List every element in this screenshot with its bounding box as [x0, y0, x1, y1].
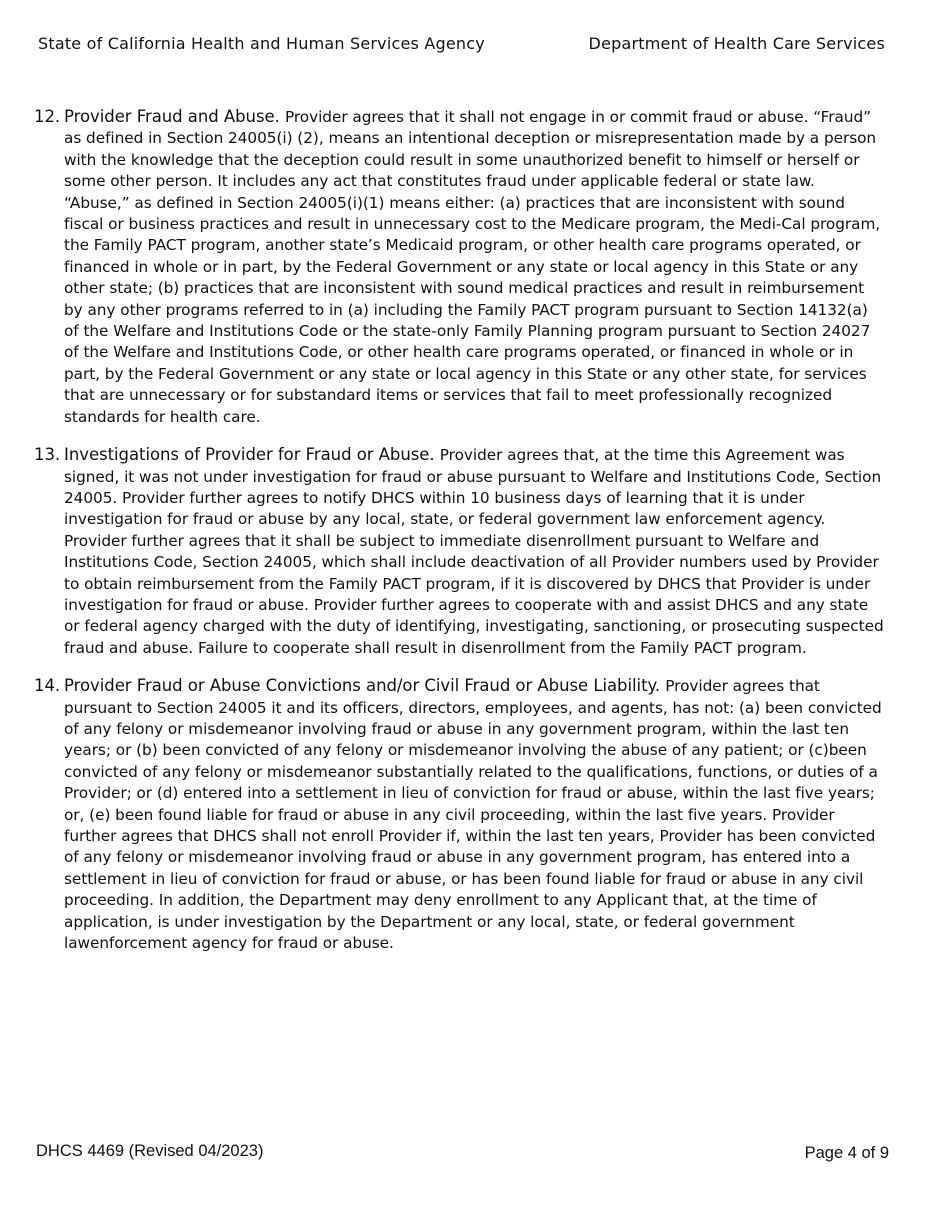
department-name: Department of Health Care Services: [588, 34, 885, 53]
document-body: [34, 106, 884, 970]
page-footer: [36, 1142, 889, 1166]
section-heading: Provider Fraud or Abuse Convictions and/or Civil Fraud or Abuse Liability.: [64, 676, 666, 696]
section-body: Provider agrees that it shall not engage in or commit fraud or abuse. “Fraud” as defined in Section 24005(i) (2), means an intentional deception or misrepresentation made by a person with the knowledge that the deception could result in some unauthorized benefit to himself or herself or some other person. It includes any act that constitutes fraud under applicable federal or state law. “Abuse,” as defined in Section 24005(i)(1) means either: (a) practices that are inconsistent with sound fiscal or business practices and result in unnecessary cost to the Medicare program, the Medi-Cal program, the Family PACT program, another state’s Medicaid program, or other health care programs operated, or financed in whole or in part, by the Federal Government or any state or local agency in this State or any other state; (b) practices that are inconsistent with sound medical practices and result in reimbursement by any other programs referred to in (a) including the Family PACT program pursuant to Section 14132(a) of the Welfare and Institutions Code or the state-only Family Planning program pursuant to Section 24027 of the Welfare and Institutions Code, or other health care programs operated, or financed in whole or in part, by the Federal Government or any state or local agency in this State or any other state, for services that are unnecessary or for substandard items or services that fail to meet professionally recognized standards for health care.: [64, 108, 881, 426]
section-heading: Investigations of Provider for Fraud or Abuse.: [64, 445, 440, 465]
section-number: 14.: [34, 676, 61, 696]
agency-name: State of California Health and Human Services Agency: [38, 34, 485, 53]
form-identifier: DHCS 4469 (Revised 04/2023): [36, 1142, 264, 1160]
section-convictions-and-liability: [34, 675, 884, 954]
section-heading: Provider Fraud and Abuse.: [64, 107, 285, 126]
section-investigations-of-provider: [34, 444, 884, 659]
page-number: Page 4 of 9: [804, 1144, 889, 1162]
section-number: 12.: [34, 107, 61, 126]
section-body: Provider agrees that, at the time this Agreement was signed, it was not under investigation for fraud or abuse pursuant to Welfare and Institutions Code, Section 24005. Provider further agrees to notify DHCS within 10 business days of learning that it is under investigation for fraud or abuse by any local, state, or federal government law enforcement agency. Provider further agrees that it shall be subject to immediate disenrollment pursuant to Welfare and Institutions Code, Section 24005, which shall include deactivation of all Provider numbers used by Provider to obtain reimbursement from the Family PACT program, if it is discovered by DHCS that Provider is under investigation for fraud or abuse. Provider further agrees to cooperate with and assist DHCS and any state or federal agency charged with the duty of identifying, investigating, sanctioning, or prosecuting suspected fraud and abuse. Failure to cooperate shall result in disenrollment from the Family PACT program.: [64, 446, 884, 657]
section-number: 13.: [34, 445, 61, 465]
page-header: [38, 34, 888, 58]
section-provider-fraud-and-abuse: [34, 106, 884, 428]
section-body: Provider agrees that pursuant to Section 24005 it and its officers, directors, employees, and agents, has not: (a) been convicted of any felony or misdemeanor involving fraud or abuse in any government program, within the last ten years; or (b) been convicted of any felony or misdemeanor involving the abuse of any patient; or (c)been convicted of any felony or misdemeanor substantially related to the qualifications, functions, or duties of a Provider; or (d) entered into a settlement in lieu of conviction for fraud or abuse, within the last five years; or, (e) been found liable for fraud or abuse in any civil proceeding, within the last five years. Provider further agrees that DHCS shall not enroll Provider if, within the last ten years, Provider has been convicted of any felony or misdemeanor involving fraud or abuse in any government program, has entered into a settlement in lieu of conviction for fraud or abuse, or has been found liable for fraud or abuse in any civil proceeding. In addition, the Department may deny enrollment to any Applicant that, at the time of application, is under investigation by the Department or any local, state, or federal government lawenforcement agency for fraud or abuse.: [64, 677, 882, 953]
